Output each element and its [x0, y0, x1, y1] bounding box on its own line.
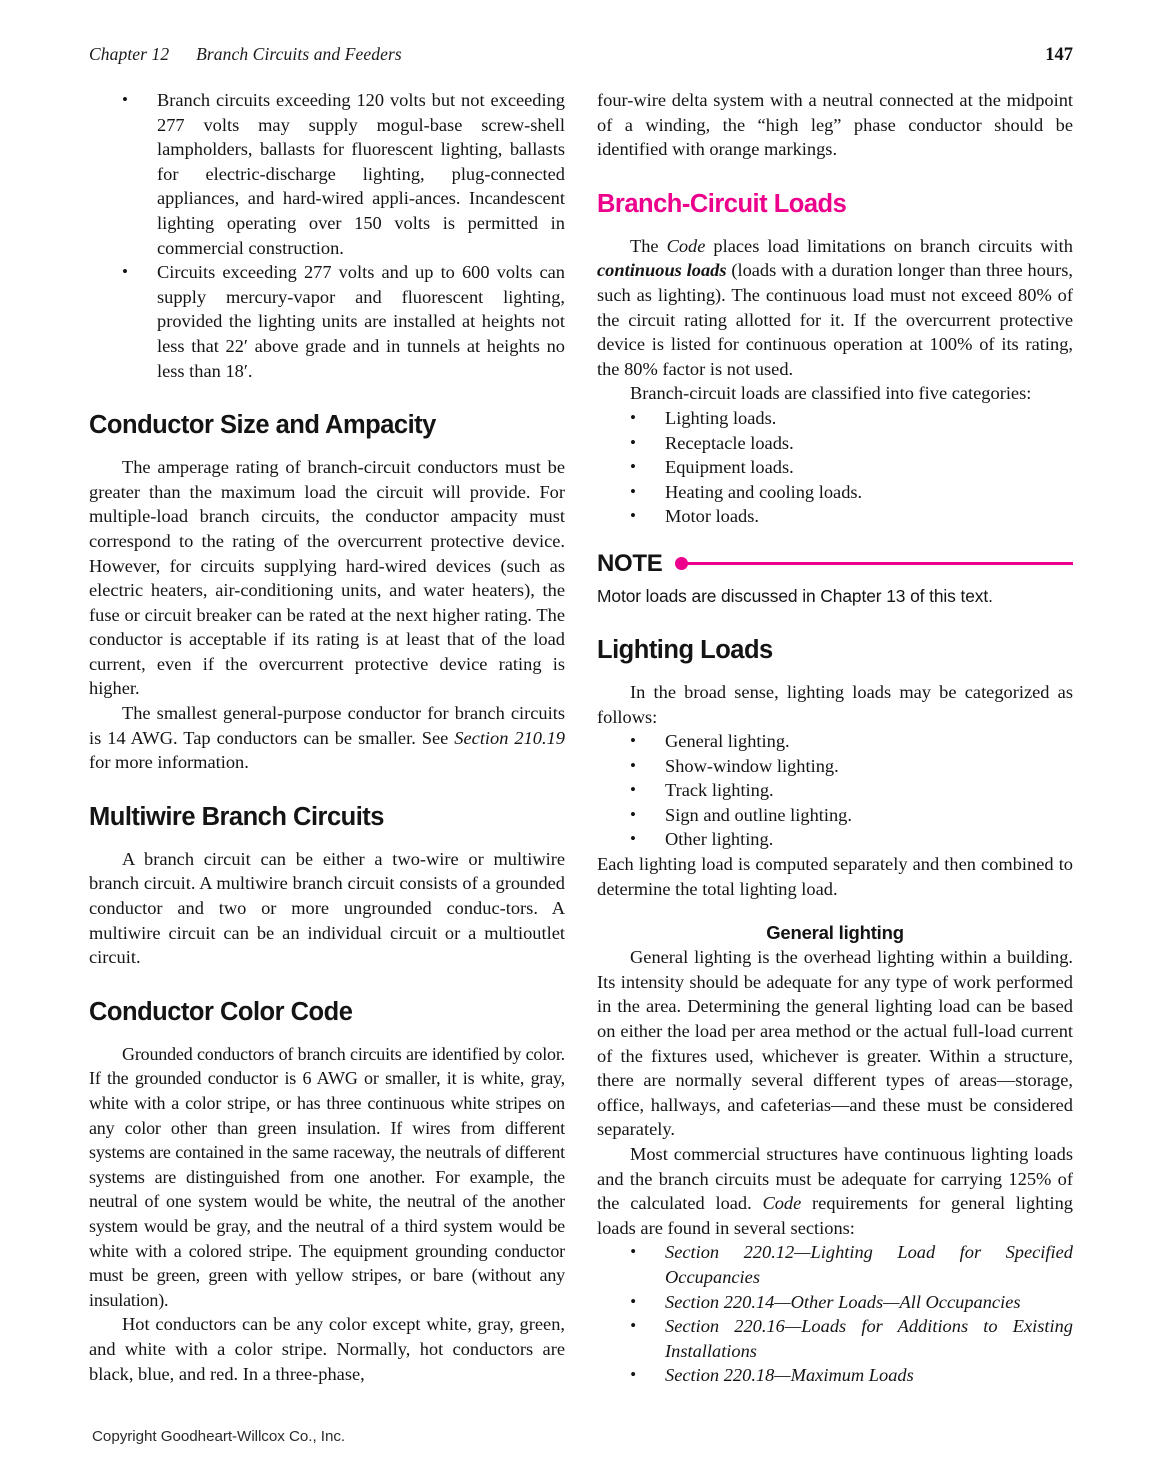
- lighting-load-categories-list: [597, 729, 1073, 852]
- page-number: 147: [1045, 45, 1073, 65]
- paragraph: Branch-circuit loads are classified into five categories:: [630, 383, 1032, 404]
- copyright-footer: Copyright Goodheart-Willcox Co., Inc.: [92, 1428, 346, 1445]
- spacer: [89, 832, 565, 847]
- list-item: • Receptacle loads.: [597, 431, 1073, 456]
- paragraph: A branch circuit can be either a two-wire or multiwire branch circuit. A multiwire branch circuit consists of a grounded conductor and two or more ungrounded conduc-tors. A multiwire circuit can be an individual circuit or a multioutlet circuit.: [89, 848, 565, 968]
- code-italic: Code: [762, 1193, 802, 1214]
- list-item: • Heating and cooling loads.: [597, 480, 1073, 505]
- note-rule-divider: [687, 562, 1073, 565]
- paragraph: four-wire delta system with a neutral connected at the midpoint of a winding, the “high leg” phase conductor should be identified with orange markings.: [597, 90, 1073, 160]
- heading-multiwire-branch-circuits: Multiwire Branch Circuits: [89, 802, 384, 831]
- list-item: • Section 220.16—Loads for Additions to Existing Installations: [597, 1314, 1073, 1363]
- heading-conductor-size-and-ampacity: Conductor Size and Ampacity: [89, 411, 436, 440]
- spacer: [89, 440, 565, 455]
- heading-conductor-color-code: Conductor Color Code: [89, 997, 353, 1026]
- list-item: • Motor loads.: [597, 504, 1073, 529]
- paragraph-text: places load limitations on branch circuits with: [705, 235, 1073, 256]
- note-label: NOTE: [597, 549, 663, 577]
- spacer: [597, 665, 1073, 680]
- branch-circuit-load-categories-list: [597, 406, 1073, 529]
- code-italic: Code: [666, 235, 706, 256]
- term-continuous-loads: continuous loads: [597, 260, 727, 281]
- note-callout: [597, 549, 1073, 608]
- paragraph: In the broad sense, lighting loads may be categorized as follows:: [597, 681, 1073, 727]
- list-item: • Section 220.18—Maximum Loads: [597, 1363, 1073, 1388]
- paragraph-text: (loads with a duration longer than three hours, such as lighting). The continuous load must not exceed 80% of the circuit rating allotted for it. If the overcurrent protective device is listed for continuous operation at 100% of its rating, the 80% factor is not used.: [597, 260, 1073, 379]
- list-item: • Track lighting.: [597, 778, 1073, 803]
- subheading-general-lighting: General lighting: [766, 922, 904, 944]
- paragraph: The amperage rating of branch-circuit conductors must be greater than the maximum load the circuit will provide. For multiple-load branch circuits, the conductor ampacity must correspond to the rating of the overcurrent protective device. However, for circuits supplying hard-wired devices (such as electric heaters, air-conditioning units, and water heaters), the fuse or circuit breaker can be rated at the next higher rating. The conductor is acceptable if its rating is at least that of the load current, even if the overcurrent protective device rating is higher.: [89, 457, 565, 699]
- list-item: • Show-window lighting.: [597, 754, 1073, 779]
- note-text: Motor loads are discussed in Chapter 13 of this text.: [597, 585, 993, 606]
- spacer: [597, 162, 1073, 189]
- paragraph: [89, 701, 565, 775]
- spacer: [597, 608, 1073, 635]
- paragraph-text: The: [630, 235, 667, 256]
- code-section-reference-list: [597, 1240, 1073, 1388]
- section-reference: Section 210.19: [454, 727, 565, 748]
- paragraph-text: requirements for general lighting loads are found in several sections:: [597, 1193, 1074, 1238]
- paragraph-text: for more information.: [89, 752, 249, 773]
- spacer: [89, 970, 565, 997]
- list-item: • Equipment loads.: [597, 455, 1073, 480]
- spacer: [597, 219, 1073, 234]
- paragraph: Hot conductors can be any color except white, gray, green, and white with a color stripe. Normally, hot conductors are black, blue, and red. In a three-phase,: [89, 1314, 565, 1384]
- running-head: [89, 44, 1073, 66]
- paragraph: [597, 234, 1073, 382]
- paragraph: Grounded conductors of branch circuits are identified by color. If the grounded conductor is 6 AWG or smaller, it is white, gray, white with a color stripe, or has three continuous white stripes on any color other than green insulation. If wires from different systems are contained in the same raceway, the neutrals of different systems are distinguished from one another. For example, the neutral of one system would be white, the neutral of the another system would be gray, and the neutral of a third system would be white with a colored stripe. The equipment grounding conductor must be green, green with yellow stripes, or bare (without any insulation).: [89, 1043, 565, 1310]
- paragraph-text: Most commercial structures have continuous lighting loads and the branch circuits must be adequate for carrying 125% of the calculated load.: [597, 1144, 1073, 1214]
- heading-lighting-loads: Lighting Loads: [597, 635, 773, 664]
- spacer: [597, 529, 1073, 549]
- list-item: • General lighting.: [597, 729, 1073, 754]
- chapter-title: Chapter 12 Branch Circuits and Feeders: [89, 44, 402, 64]
- spacer: [597, 901, 1073, 921]
- note-header: [597, 549, 1073, 579]
- paragraph: [597, 1142, 1073, 1240]
- right-column: [597, 88, 1073, 1388]
- list-item: • Other lighting.: [597, 827, 1073, 852]
- list-item: • Branch circuits exceeding 120 volts but not exceeding 277 volts may supply mogul-base screw-shell lampholders, ballasts for fluorescent lighting, ballasts for electric-discharge lighting, plug-connected appliances, and hard-wired appli-ances. Incandescent lighting operating over 150 volts is permitted in commercial construction.: [89, 88, 565, 260]
- list-item: • Sign and outline lighting.: [597, 803, 1073, 828]
- top-bullet-list: [89, 88, 565, 383]
- spacer: [89, 383, 565, 410]
- list-item: • Section 220.12—Lighting Load for Specified Occupancies: [597, 1240, 1073, 1289]
- paragraph-text: The smallest general-purpose conductor for branch circuits is 14 AWG. Tap conductors can be smaller. See: [89, 703, 565, 748]
- heading-branch-circuit-loads: Branch-Circuit Loads: [597, 189, 847, 218]
- list-item: • Lighting loads.: [597, 406, 1073, 431]
- paragraph: General lighting is the overhead lighting within a building. Its intensity should be adequate for any type of work performed in the area. Determining the general lighting load can be based on either the load per area method or the actual full-load current of the fixtures used, whichever is greater. Within a structure, there are normally several different types of areas—storage, office, hallways, and cafeterias—and these must be considered separately.: [597, 947, 1073, 1140]
- spacer: [89, 775, 565, 802]
- list-item: • Section 220.14—Other Loads—All Occupancies: [597, 1290, 1073, 1315]
- list-item: • Circuits exceeding 277 volts and up to 600 volts can supply mercury-vapor and fluorescent lighting, provided the lighting units are installed at heights not less that 22′ above grade and in tunnels at heights no less than 18′.: [89, 260, 565, 383]
- spacer: [89, 1027, 565, 1042]
- paragraph: Each lighting load is computed separately and then combined to determine the total lighting load.: [597, 854, 1073, 899]
- left-column: [89, 88, 565, 1388]
- two-column-body: [89, 88, 1073, 1388]
